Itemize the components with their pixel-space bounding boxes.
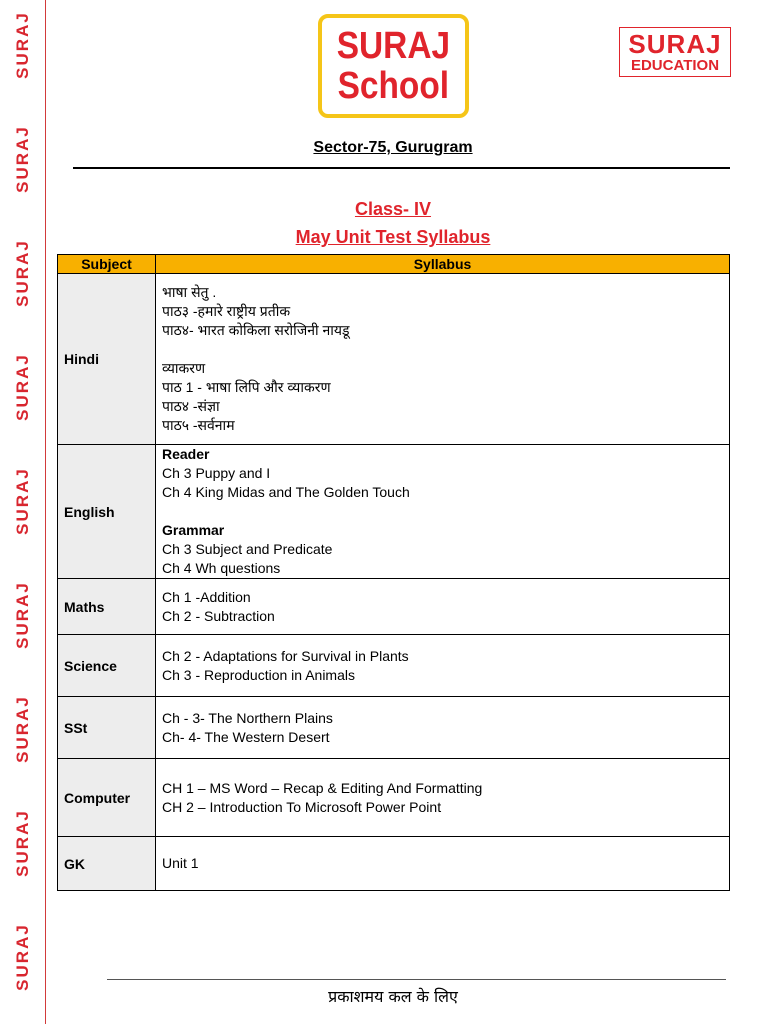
syllabus-line: व्याकरण bbox=[162, 360, 206, 376]
subject-cell: Computer bbox=[58, 759, 156, 837]
suraj-school-logo bbox=[318, 14, 469, 118]
syllabus-line: Ch 3 Puppy and I bbox=[162, 465, 271, 481]
subject-cell: Hindi bbox=[58, 274, 156, 445]
syllabus-line: भाषा सेतु . bbox=[162, 284, 217, 300]
suraj-education-logo bbox=[619, 27, 731, 77]
side-brand-word: SURAJ bbox=[13, 923, 32, 991]
edu-logo-line1: SURAJ bbox=[628, 28, 722, 59]
side-brand-word: SURAJ bbox=[13, 809, 32, 877]
table-row bbox=[58, 445, 730, 579]
side-brand-word: SURAJ bbox=[13, 695, 32, 763]
syllabus-line: Ch 4 Wh questions bbox=[162, 560, 281, 576]
subject-cell: SSt bbox=[58, 697, 156, 759]
school-address: Sector-75, Gurugram bbox=[313, 139, 473, 156]
edu-logo-line2: EDUCATION bbox=[630, 56, 720, 74]
syllabus-line: Ch 1 -Addition bbox=[162, 588, 251, 605]
table-row bbox=[58, 274, 730, 445]
subject-cell: Maths bbox=[58, 579, 156, 635]
footer-divider bbox=[107, 979, 726, 980]
side-brand-word: SURAJ bbox=[13, 239, 32, 307]
class-title: Class- IV bbox=[354, 199, 432, 219]
subject-cell: Science bbox=[58, 635, 156, 697]
syllabus-line: पाठ४ -संज्ञा bbox=[162, 398, 220, 414]
syllabus-cell bbox=[156, 635, 730, 697]
syllabus-line: Ch 3 - Reproduction in Animals bbox=[162, 666, 355, 683]
table-row bbox=[58, 579, 730, 635]
syllabus-line: पाठ 1 - भाषा लिपि और व्याकरण bbox=[162, 379, 331, 395]
syllabus-line: Ch 3 Subject and Predicate bbox=[162, 541, 333, 557]
syllabus-line: Ch 2 - Subtraction bbox=[162, 607, 275, 624]
side-brand-word: SURAJ bbox=[13, 353, 32, 421]
test-title: May Unit Test Syllabus bbox=[295, 227, 491, 247]
subject-column-header: Subject bbox=[58, 255, 156, 274]
subject-cell: GK bbox=[58, 837, 156, 891]
syllabus-line: CH 1 – MS Word – Recap & Editing And Formatting bbox=[162, 779, 483, 796]
syllabus-line: Ch 4 King Midas and The Golden Touch bbox=[162, 484, 410, 500]
school-logo-line1: SURAJ bbox=[336, 25, 451, 67]
syllabus-line: पाठ५ -सर्वनाम bbox=[162, 417, 235, 433]
syllabus-cell bbox=[156, 837, 730, 891]
syllabus-cell bbox=[156, 579, 730, 635]
syllabus-line: Ch - 3- The Northern Plains bbox=[162, 709, 333, 726]
syllabus-section-heading: Grammar bbox=[162, 522, 225, 538]
syllabus-column-header: Syllabus bbox=[156, 255, 730, 274]
side-brand-word: SURAJ bbox=[13, 581, 32, 649]
side-brand-word: SURAJ bbox=[13, 125, 32, 193]
school-logo-line2: School bbox=[337, 65, 450, 107]
syllabus-line: Ch 2 - Adaptations for Survival in Plants bbox=[162, 647, 409, 664]
syllabus-line bbox=[162, 340, 723, 359]
syllabus-cell bbox=[156, 445, 730, 579]
table-row bbox=[58, 759, 730, 837]
syllabus-line: Unit 1 bbox=[162, 855, 199, 871]
syllabus-table bbox=[57, 254, 730, 891]
syllabus-line: पाठ४- भारत कोकिला सरोजिनी नायडू bbox=[162, 322, 350, 338]
side-brand-word: SURAJ bbox=[13, 11, 32, 79]
side-brand-word: SURAJ bbox=[13, 467, 32, 535]
syllabus-line bbox=[162, 502, 723, 521]
footer-motto: प्रकाशमय कल के लिए bbox=[328, 987, 458, 1006]
syllabus-line: Ch- 4- The Western Desert bbox=[162, 728, 330, 745]
syllabus-section-heading: Reader bbox=[162, 446, 210, 462]
header-divider bbox=[73, 167, 730, 169]
syllabus-cell bbox=[156, 697, 730, 759]
syllabus-cell bbox=[156, 274, 730, 445]
table-row bbox=[58, 697, 730, 759]
table-row bbox=[58, 635, 730, 697]
syllabus-cell bbox=[156, 759, 730, 837]
table-row bbox=[58, 837, 730, 891]
subject-cell: English bbox=[58, 445, 156, 579]
table-header-row bbox=[58, 255, 730, 274]
syllabus-line: पाठ३ -हमारे राष्ट्रीय प्रतीक bbox=[162, 303, 291, 319]
syllabus-line: CH 2 – Introduction To Microsoft Power Point bbox=[162, 798, 442, 815]
